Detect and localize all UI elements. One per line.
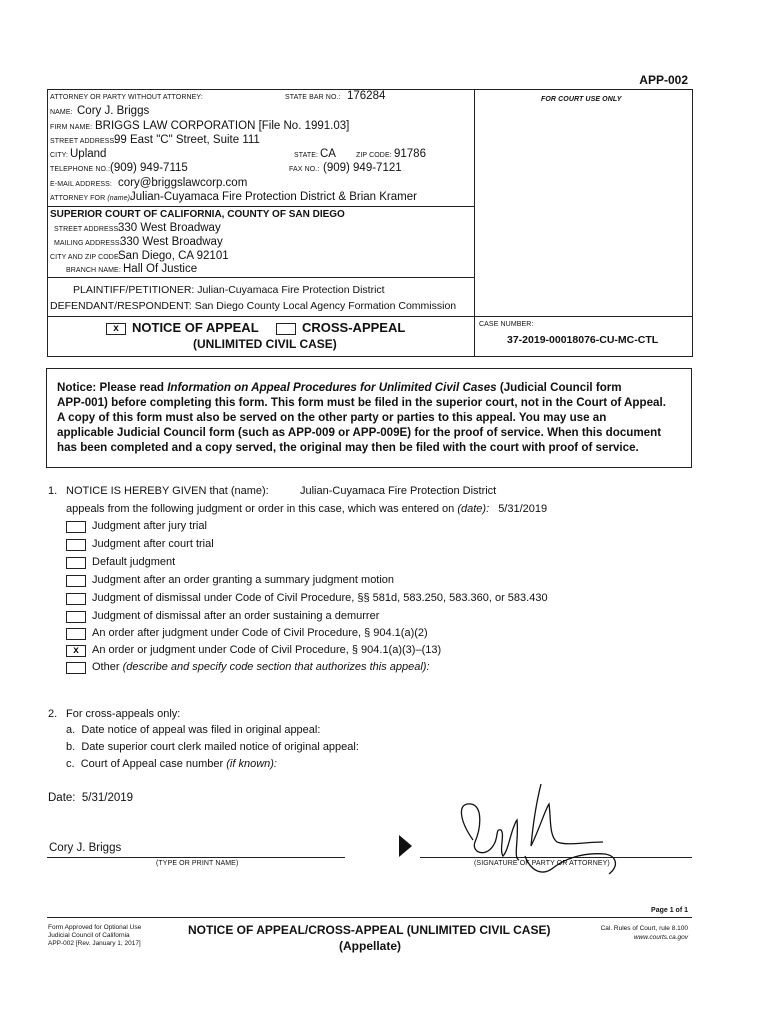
footer-left-line1: Form Approved for Optional Use (48, 924, 142, 931)
option-checkbox[interactable] (66, 521, 86, 533)
court-mailing: 330 West Broadway (120, 236, 223, 248)
bar-no-label: STATE BAR NO.: (285, 94, 341, 101)
handwritten-signature (445, 780, 635, 880)
footer-website: www.courts.ca.gov (633, 934, 688, 941)
footer-right (601, 924, 688, 942)
item2-c-text: Court of Appeal case number (80, 758, 224, 770)
attorney-zip: 91786 (394, 148, 426, 160)
bar-no-value: 176284 (347, 90, 386, 102)
notice-line-1b: Information on Appeal Procedures for Unlimited Civil Cases (167, 381, 497, 394)
item2-c-hint: (if known): (226, 758, 277, 770)
court-branch: Hall Of Justice (123, 263, 198, 275)
type-name-label: (TYPE OR PRINT NAME) (156, 860, 239, 867)
item2-b (66, 741, 359, 753)
option-checkbox[interactable]: x (66, 645, 86, 657)
court-title: SUPERIOR COURT OF CALIFORNIA, COUNTY OF SAN DIEGO (50, 209, 345, 220)
item1-entry-date: 5/31/2019 (498, 503, 548, 515)
header-right-border (692, 89, 693, 357)
option-label: An order after judgment under Code of Civil Procedure, § 904.1(a)(2) (92, 627, 428, 639)
signer-name: Cory J. Briggs (49, 842, 122, 854)
option-checkbox[interactable] (66, 575, 86, 587)
attorney-state: CA (320, 148, 336, 160)
date-label: Date: (48, 792, 76, 804)
attorney-street: 99 East "C" Street, Suite 111 (114, 134, 260, 146)
city-label: CITY: (50, 152, 69, 159)
notice-line-2: APP-001) before completing this form. This form must be filed in the superior court, not in the Court of Appeal. (57, 396, 666, 409)
court-bottom-rule (47, 277, 474, 278)
date-line (48, 792, 133, 804)
item2-number: 2. (48, 708, 58, 720)
option-label: Judgment of dismissal under Code of Civil Procedure, §§ 581d, 583.250, 583.360, or 583.430 (92, 592, 548, 604)
case-type-subtitle: (UNLIMITED CIVIL CASE) (193, 337, 337, 351)
option-label: Judgment of dismissal after an order sustaining a demurrer (92, 610, 380, 622)
cross-appeal-checkbox[interactable] (276, 323, 296, 335)
footer-rule (47, 917, 692, 918)
court-use-label: FOR COURT USE ONLY (541, 96, 622, 103)
notice-of-appeal-label: NOTICE OF APPEAL (132, 320, 259, 335)
footer-title: NOTICE OF APPEAL/CROSS-APPEAL (UNLIMITED CIVIL CASE) (188, 923, 551, 937)
court-mailing-label: MAILING ADDRESS: (54, 240, 122, 247)
item2-b-letter: b. (66, 741, 76, 753)
footer-left-line3: APP-002 [Rev. January 1, 2017] (48, 940, 141, 947)
case-number-label: CASE NUMBER: (479, 321, 534, 328)
attorney-for-label (50, 195, 132, 202)
option-checkbox[interactable] (66, 611, 86, 623)
attorney-for-value: Julian-Cuyamaca Fire Protection District & Brian Kramer (130, 191, 417, 203)
other-label: Other (92, 661, 120, 673)
item2-c (66, 758, 277, 770)
attorney-email: cory@briggslawcorp.com (118, 177, 248, 189)
court-cityzip: San Diego, CA 92101 (118, 250, 229, 262)
signature-label: (SIGNATURE OF PARTY OR ATTORNEY) (474, 860, 610, 867)
attorney-for-name-label: (name): (107, 195, 133, 202)
attorney-name: Cory J. Briggs (77, 105, 150, 117)
item1-date-label: (date): (457, 503, 490, 515)
footer-subtitle: (Appellate) (339, 939, 402, 953)
attorney-header-label: ATTORNEY OR PARTY WITHOUT ATTORNEY: (50, 94, 203, 101)
defendant-value: San Diego County Local Agency Formation Commission (194, 300, 457, 312)
fax-label: FAX NO.: (289, 166, 320, 173)
notice-of-appeal-checkbox[interactable]: x (106, 323, 126, 335)
notice-box (46, 368, 692, 468)
option-label: Judgment after court trial (92, 538, 214, 550)
item1-number: 1. (48, 485, 58, 497)
option-label: Judgment after jury trial (92, 520, 207, 532)
other-option (92, 661, 430, 673)
name-rule (47, 857, 345, 858)
attorney-for-label-text: ATTORNEY FOR (50, 195, 106, 202)
state-label: STATE: (294, 152, 319, 159)
court-street-label: STREET ADDRESS: (54, 226, 121, 233)
firm-label: FIRM NAME: (50, 124, 93, 131)
court-cityzip-label: CITY AND ZIP CODE: (50, 254, 121, 261)
parties-bottom-rule (47, 316, 692, 317)
footer-rules: Cal. Rules of Court, rule 8.100 (600, 925, 688, 932)
email-label: E-MAIL ADDRESS: (50, 181, 112, 188)
footer-left-line2: Judicial Council of California (48, 932, 130, 939)
notice-line-5: has been completed and a copy served, the original may then be filed with the court with proof of service. (57, 441, 639, 454)
other-hint: (describe and specify code section that authorizes this appeal): (122, 661, 430, 673)
item2-b-text: Date superior court clerk mailed notice of original appeal: (81, 741, 359, 753)
attorney-city: Upland (70, 148, 107, 160)
option-label: An order or judgment under Code of Civil Procedure, § 904.1(a)(3)–(13) (92, 644, 442, 656)
defendant-label: DEFENDANT/RESPONDENT: (50, 300, 192, 312)
option-checkbox[interactable] (66, 557, 86, 569)
arrow-marker-icon (399, 835, 413, 857)
court-branch-label: BRANCH NAME: (66, 267, 121, 274)
attorney-fax: (909) 949-7121 (323, 162, 402, 174)
other-checkbox[interactable] (66, 662, 86, 674)
plaintiff-value: Julian-Cuyamaca Fire Protection District (197, 284, 385, 296)
form-id: APP-002 (639, 73, 688, 87)
zip-label: ZIP CODE: (356, 152, 392, 159)
notice-line-1c: (Judicial Council form (496, 381, 622, 394)
item2-a (66, 724, 320, 736)
attorney-bottom-rule (47, 206, 474, 207)
court-street: 330 West Broadway (118, 222, 221, 234)
case-number: 37-2019-00018076-CU-MC-CTL (507, 334, 659, 346)
date-value: 5/31/2019 (81, 792, 134, 804)
option-label: Default judgment (92, 556, 176, 568)
item2-c-letter: c. (66, 758, 75, 770)
option-checkbox[interactable] (66, 593, 86, 605)
plaintiff-line (73, 284, 385, 296)
attorney-phone: (909) 949-7115 (110, 162, 188, 174)
item2-lead: For cross-appeals only: (66, 708, 181, 720)
option-checkbox[interactable] (66, 628, 86, 640)
option-label: Judgment after an order granting a summary judgment motion (92, 574, 395, 586)
notice-line-1 (57, 381, 622, 394)
page-number: Page 1 of 1 (651, 907, 688, 914)
item1-options (66, 520, 686, 680)
item1-appeals-line (66, 503, 547, 515)
item2-a-letter: a. (66, 724, 76, 736)
name-label: NAME: (50, 109, 73, 116)
firm-name: BRIGGS LAW CORPORATION [File No. 1991.03] (95, 120, 350, 132)
item1-appeals-text: appeals from the following judgment or order in this case, which was entered on (66, 503, 455, 515)
street-label: STREET ADDRESS: (50, 138, 117, 145)
item1-lead: NOTICE IS HEREBY GIVEN that (name): (66, 485, 269, 497)
footer-left (48, 924, 141, 948)
title-bottom-rule (47, 356, 692, 357)
option-checkbox[interactable] (66, 539, 86, 551)
notice-line-4: applicable Judicial Council form (such as APP-009 or APP-009E) for the proof of service. When this document (57, 426, 662, 439)
notice-line-3: A copy of this form must also be served on the other party or parties to this appeal. You may use an (57, 411, 607, 424)
item2-a-text: Date notice of appeal was filed in original appeal: (81, 724, 321, 736)
item1-appellant: Julian-Cuyamaca Fire Protection District (300, 485, 497, 497)
defendant-line (50, 300, 456, 312)
plaintiff-label: PLAINTIFF/PETITIONER: (73, 284, 195, 296)
notice-line-1a: Notice: Please read (57, 381, 168, 394)
cross-appeal-label: CROSS-APPEAL (302, 320, 406, 335)
phone-label: TELEPHONE NO.: (50, 166, 111, 173)
